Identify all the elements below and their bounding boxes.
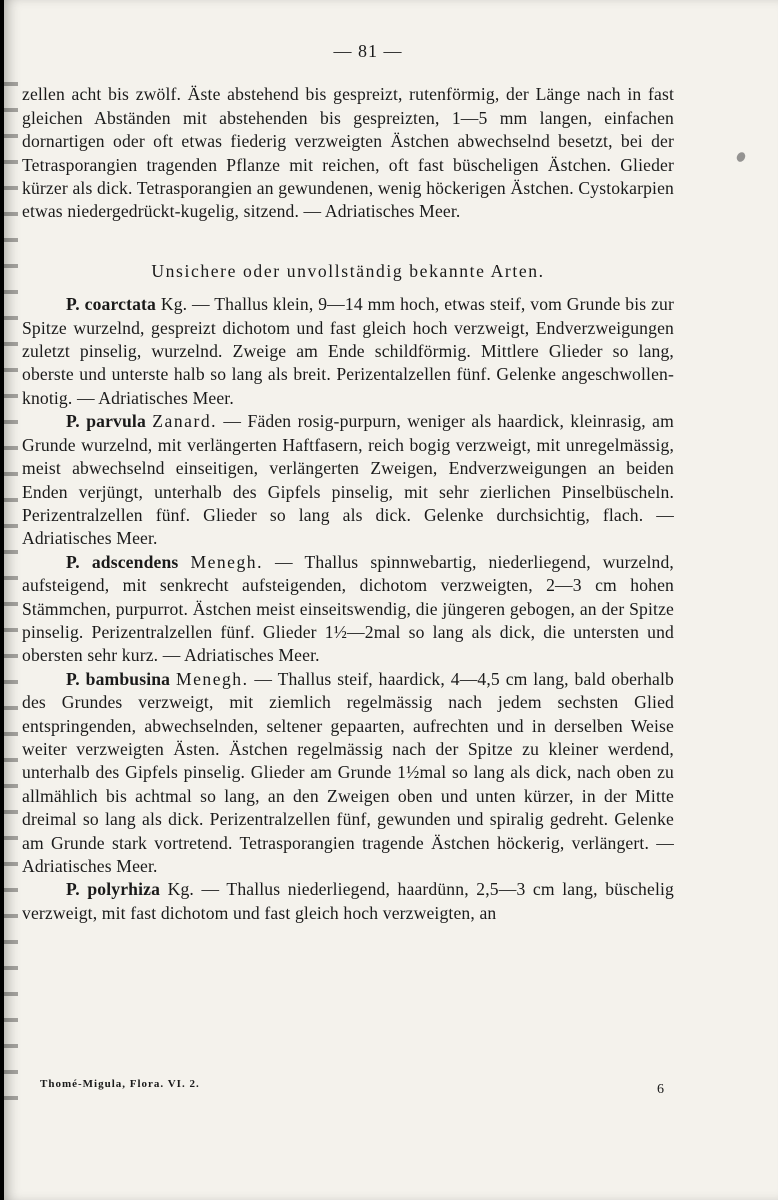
species-name: P. bambusina xyxy=(66,668,171,689)
species-description: — Fäden rosig-purpurn, weniger als haardick, kleinrasig, am Grunde wurzelnd, mit verlängerten Haftfasern, reich bogig verzweigt, mit unregelmässig, meist abwechselnd einseitigen, verlängerten Zweigen, Endverzweigungen an beiden Enden verjüngt, unterhalb des Gipfels pinselig, mit sehr zierlichen Pinselbüscheln. Perizentralzellen fünf. Glieder so lang als dick. Gelenke durchsichtig, flach. — Adriatisches Meer. xyxy=(22,411,674,549)
species-author: Menegh. xyxy=(190,551,263,572)
species-description: — Thallus klein, 9—14 mm hoch, etwas steif, vom Grunde bis zur Spitze wurzelnd, gespreizt dichotom und fast gleich hoch verzweigt, Endverzweigungen zuletzt pinselig, wurzelnd. Zweige am Ende schildförmig. Mittlere Glieder so lang, oberste und unterste halb so lang als breit. Perizentalzellen fünf. Gelenke angeschwollen-knotig. — Adriatisches Meer. xyxy=(22,294,674,408)
species-entry-bambusina xyxy=(22,668,674,879)
species-author: Zanard. xyxy=(152,411,218,432)
species-name: P. coarctata xyxy=(66,294,157,315)
species-entry-parvula xyxy=(22,410,674,550)
species-entry-polyrhiza xyxy=(22,878,674,925)
species-description: — Thallus spinnwebartig, niederliegend, wurzelnd, aufsteigend, mit senkrecht aufsteigenden, dichotom verzweigten, 2—3 cm hohen Stämmchen, purpurrot. Ästchen meist einseitswendig, die jüngeren gebogen, an der Spitze pinselig. Perizentralzellen fünf. Glieder 1½—2mal so lang als dick, die untersten und obersten sehr kurz. — Adriatisches Meer. xyxy=(22,551,674,666)
species-name: P. adscendens xyxy=(66,551,179,572)
species-description: — Thallus niederliegend, haardünn, 2,5—3 cm lang, büschelig verzweigt, mit fast dichotom und fast gleich hoch verzweigten, an xyxy=(22,879,674,923)
intro-paragraph: zellen acht bis zwölf. Äste abstehend bis gespreizt, rutenförmig, der Länge nach in fast gleichen Abständen mit abstehenden bis gespreizten, 1—5 mm langen, einfachen dornartigen oder oft etwas fiederig verzweigten Ästchen abwechselnd besetzt, bei der Tetrasporangien tragenden Pflanze mit reichen, oft fast büscheligen Ästchen. Glieder kürzer als dick. Tetrasporangien an gewundenen, wenig höckerigen Ästchen. Cystokarpien etwas niedergedrückt-kugelig, sitzend. — Adriatisches Meer. xyxy=(22,84,674,222)
footer-signature: 6 xyxy=(657,1082,664,1097)
species-name: P. polyrhiza xyxy=(66,879,161,900)
species-author: Menegh. xyxy=(175,668,249,689)
species-author: Kg. xyxy=(160,294,188,315)
page-number: — 81 — xyxy=(333,41,403,61)
section-heading: Unsichere oder unvollständig bekannte Arten. xyxy=(151,260,545,281)
page-footer xyxy=(40,1074,680,1097)
binding-edge xyxy=(4,60,18,1120)
species-description: — Thallus steif, haardick, 4—4,5 cm lang, bald oberhalb des Grundes verzweigt, mit ziemlich regelmässig nach jedem sechsten Glied entspringenden, abwechselnden, seltener gepaarten, aufrechten und in derselben Weise weiter verzweigten Ästen. Ästchen regelmässig nach der Spitze zu kleiner werdend, unterhalb des Gipfels pinselig. Glieder am Grunde 1½mal so lang als dick, nach oben zu allmählich bis achtmal so lang, an den Zweigen oben und unten kürzer, in der Mitte dreimal so lang als dick. Perizentralzellen fünf, gewunden und spiralig gedreht. Gelenke am Grunde stark vortretend. Tetrasporangien tragende Ästchen höckerig, verlängert. — Adriatisches Meer. xyxy=(22,668,675,876)
species-entry-adscendens xyxy=(22,551,674,668)
species-name: P. parvula xyxy=(66,411,146,432)
scan-speck xyxy=(735,151,747,164)
species-author: Kg. xyxy=(167,879,194,900)
species-entry-coarctata xyxy=(22,293,674,410)
footer-source: Thomé-Migula, Flora. VI. 2. xyxy=(40,1078,200,1090)
body-text xyxy=(22,40,674,925)
scanned-page xyxy=(4,0,778,1200)
